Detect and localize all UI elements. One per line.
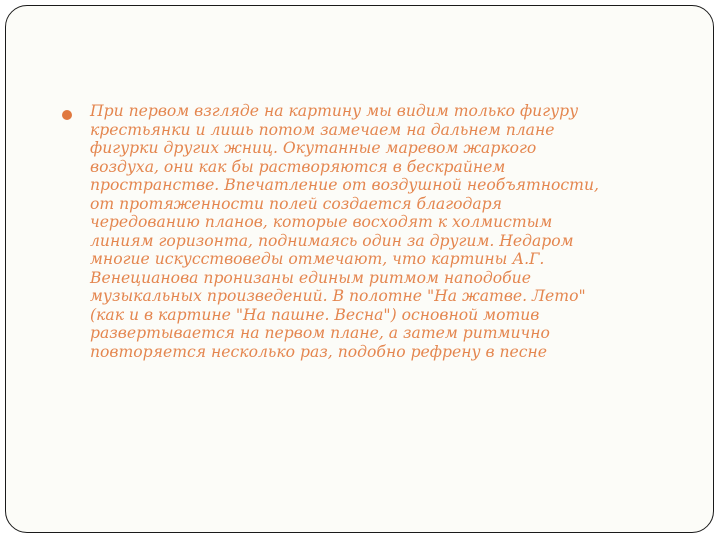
bullet-item xyxy=(62,102,662,361)
text-line: фигурки других жниц. Окутанные маревом жаркого xyxy=(90,139,537,157)
text-line: пространстве. Впечатление от воздушной необъятности, xyxy=(90,176,599,194)
text-line: При первом взгляде на картину мы видим только фигуру xyxy=(90,102,579,120)
text-line: (как и в картине "На пашне. Весна") основной мотив xyxy=(90,305,540,324)
text-line: линиям горизонта, поднимаясь один за другим. Недаром xyxy=(90,231,574,250)
text-line: музыкальных произведений. В полотне "На жатве. Лето" xyxy=(90,287,586,305)
text-line: многие искусствоведы отмечают, что картины А.Г. xyxy=(90,250,545,268)
text-line: крестьянки и лишь потом замечаем на дальнем плане xyxy=(90,120,555,139)
text-line: воздуха, они как бы растворяются в бескрайнем xyxy=(90,157,506,176)
text-line: Венецианова пронизаны единым ритмом наподобие xyxy=(90,268,531,287)
bullet-paragraph xyxy=(90,102,662,361)
text-line: развертывается на первом плане, а затем ритмично xyxy=(90,324,550,342)
slide-frame xyxy=(5,5,714,533)
circle-bullet-icon xyxy=(62,110,72,120)
slide-content xyxy=(62,102,662,361)
text-line: чередованию планов, которые восходят к холмистым xyxy=(90,213,553,231)
text-line: от протяженности полей создается благодаря xyxy=(90,194,502,213)
text-line: повторяется несколько раз, подобно рефрену в песне xyxy=(90,342,548,361)
